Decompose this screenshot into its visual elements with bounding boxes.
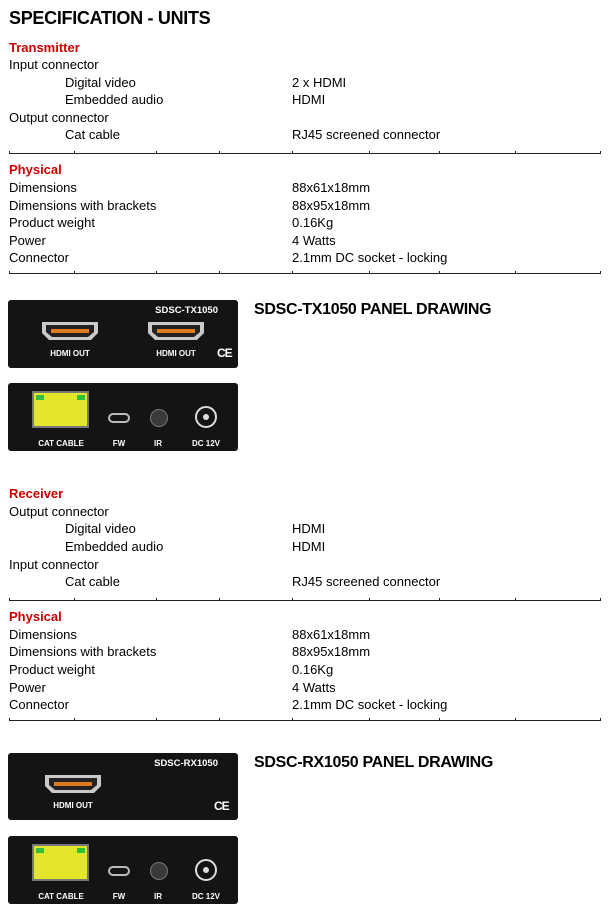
tx-output-connector-label: Output connector bbox=[9, 110, 109, 125]
tx-physical-row-value: 88x95x18mm bbox=[292, 198, 371, 213]
transmitter-heading: Transmitter bbox=[9, 40, 80, 55]
ce-mark-icon: CE bbox=[214, 799, 229, 813]
rx-ir-label: IR bbox=[154, 892, 162, 901]
tx-physical-row-value: 88x61x18mm bbox=[292, 180, 371, 195]
rx-physical-row-value: 4 Watts bbox=[292, 680, 336, 695]
tx-cat-cable-label: Cat cable bbox=[65, 127, 120, 142]
rx-digital-video-value: HDMI bbox=[292, 521, 326, 536]
tx-physical-row-label: Dimensions with brackets bbox=[9, 198, 157, 213]
tx-front-panel bbox=[8, 300, 238, 368]
page-title: SPECIFICATION - UNITS bbox=[9, 8, 211, 28]
rx-cat-cable-label: CAT CABLE bbox=[38, 892, 84, 901]
usb-port-icon bbox=[108, 866, 130, 876]
tx-physical-row-value: 0.16Kg bbox=[292, 215, 334, 230]
rx-physical-row-value: 2.1mm DC socket - locking bbox=[292, 697, 448, 712]
dc-socket-icon bbox=[195, 859, 217, 881]
tx-input-connector-label: Input connector bbox=[9, 57, 99, 72]
divider bbox=[9, 600, 601, 601]
receiver-heading: Receiver bbox=[9, 486, 64, 501]
rx-physical-row-value: 0.16Kg bbox=[292, 662, 334, 677]
tx-dc-label: DC 12V bbox=[191, 439, 220, 448]
rx-embedded-audio-label: Embedded audio bbox=[65, 539, 164, 554]
tx-digital-video-value: 2 x HDMI bbox=[292, 75, 347, 90]
dc-socket-icon bbox=[195, 406, 217, 428]
tx-ir-label: IR bbox=[154, 439, 162, 448]
rx-embedded-audio-value: HDMI bbox=[292, 539, 326, 554]
ir-sensor-icon bbox=[150, 862, 168, 880]
hdmi-port-icon bbox=[147, 321, 205, 341]
rj45-port-icon bbox=[32, 391, 89, 428]
tx-physical-heading: Physical bbox=[9, 162, 62, 177]
divider bbox=[9, 720, 601, 721]
ir-sensor-icon bbox=[150, 409, 168, 427]
rx-physical-row-label: Power bbox=[9, 680, 46, 695]
tx-physical-row-label: Power bbox=[9, 233, 46, 248]
divider bbox=[9, 153, 601, 154]
rx-output-connector-label: Output connector bbox=[9, 504, 109, 519]
tx-digital-video-label: Digital video bbox=[65, 75, 136, 90]
tx-hdmi-out-label: HDMI OUT bbox=[50, 349, 90, 358]
tx-physical-row-label: Dimensions bbox=[9, 180, 77, 195]
rx-input-connector-label: Input connector bbox=[9, 557, 99, 572]
rx-model-label: SDSC-RX1050 bbox=[154, 758, 218, 769]
tx-physical-row-label: Connector bbox=[9, 250, 69, 265]
rx-front-panel bbox=[8, 753, 238, 820]
tx-panel-drawing-title: SDSC-TX1050 PANEL DRAWING bbox=[254, 301, 492, 318]
rj45-port-icon bbox=[32, 844, 89, 881]
tx-embedded-audio-value: HDMI bbox=[292, 92, 326, 107]
rx-physical-row-label: Product weight bbox=[9, 662, 95, 677]
usb-port-icon bbox=[108, 413, 130, 423]
rx-fw-label: FW bbox=[112, 892, 126, 901]
rx-cat-cable-value: RJ45 screened connector bbox=[292, 574, 441, 589]
tx-fw-label: FW bbox=[112, 439, 126, 448]
rx-hdmi-out-label: HDMI OUT bbox=[53, 801, 93, 810]
rx-dc-label: DC 12V bbox=[191, 892, 220, 901]
rx-physical-heading: Physical bbox=[9, 609, 62, 624]
rx-physical-row-label: Dimensions with brackets bbox=[9, 644, 157, 659]
rx-physical-row-label: Dimensions bbox=[9, 627, 77, 642]
ce-mark-icon: CE bbox=[217, 346, 232, 360]
rx-digital-video-label: Digital video bbox=[65, 521, 136, 536]
rx-cat-cable-label: Cat cable bbox=[65, 574, 120, 589]
tx-cat-cable-label: CAT CABLE bbox=[38, 439, 84, 448]
tx-physical-row-value: 2.1mm DC socket - locking bbox=[292, 250, 448, 265]
rx-physical-row-value: 88x61x18mm bbox=[292, 627, 371, 642]
rx-physical-row-value: 88x95x18mm bbox=[292, 644, 371, 659]
tx-physical-row-label: Product weight bbox=[9, 215, 95, 230]
rx-physical-row-label: Connector bbox=[9, 697, 69, 712]
tx-embedded-audio-label: Embedded audio bbox=[65, 92, 164, 107]
tx-rear-panel bbox=[8, 383, 238, 451]
divider bbox=[9, 273, 601, 274]
tx-cat-cable-value: RJ45 screened connector bbox=[292, 127, 441, 142]
rx-panel-drawing-title: SDSC-RX1050 PANEL DRAWING bbox=[254, 754, 494, 771]
rx-rear-panel bbox=[8, 836, 238, 904]
hdmi-port-icon bbox=[41, 321, 99, 341]
tx-physical-row-value: 4 Watts bbox=[292, 233, 336, 248]
tx-hdmi-out-label: HDMI OUT bbox=[156, 349, 196, 358]
tx-model-label: SDSC-TX1050 bbox=[155, 305, 218, 316]
hdmi-port-icon bbox=[44, 774, 102, 794]
